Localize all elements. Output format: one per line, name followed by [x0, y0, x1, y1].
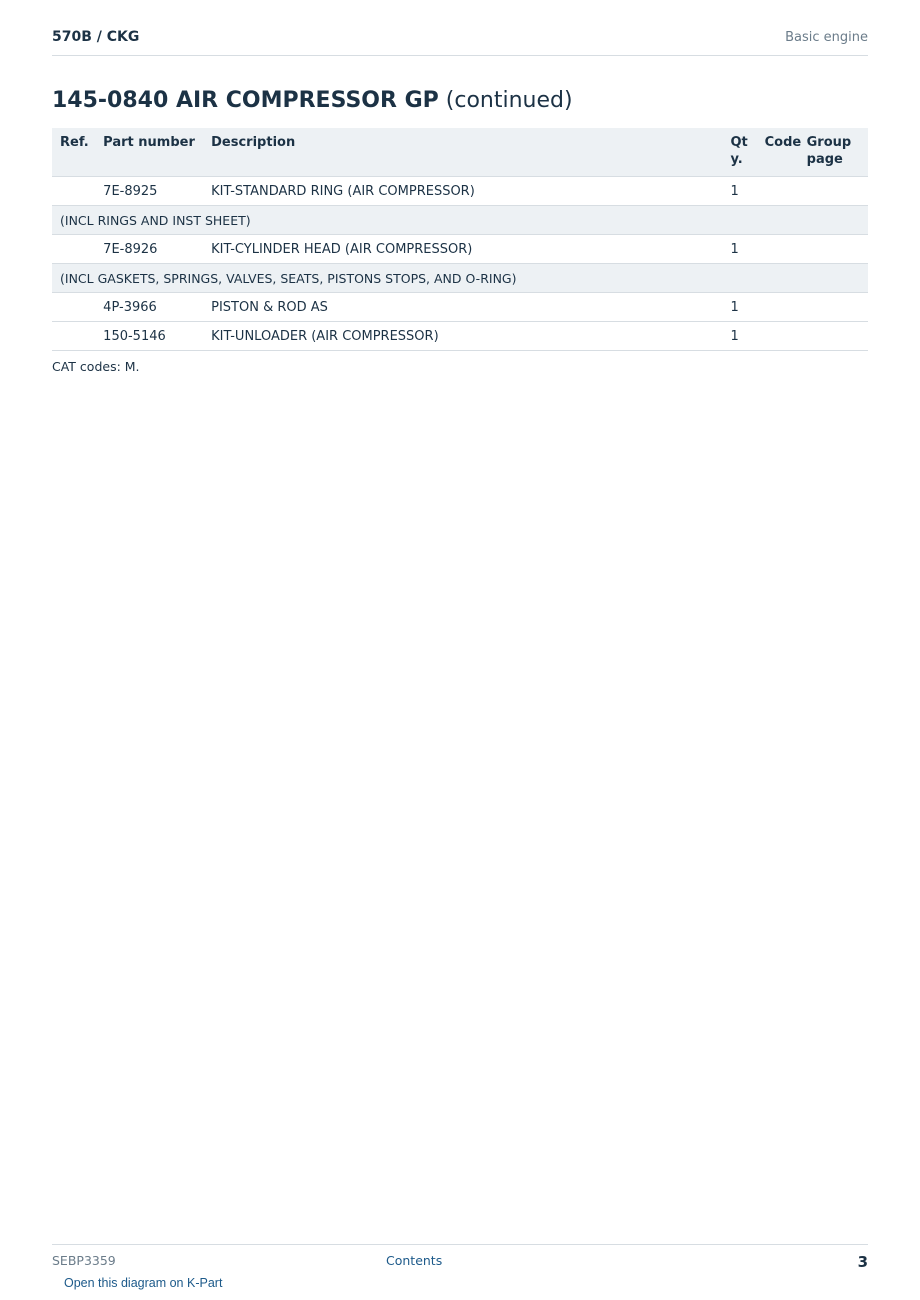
model-label: 570B / CKG	[52, 29, 140, 45]
description-cell: KIT-UNLOADER (AIR COMPRESSOR)	[203, 322, 722, 351]
qty-cell: 1	[723, 322, 757, 351]
qty-cell: 1	[723, 293, 757, 322]
qty-column-header: Qty.	[723, 128, 757, 177]
table-header-row	[52, 128, 868, 177]
parts-table-body	[52, 177, 868, 351]
table-row	[52, 293, 868, 322]
part-number-cell: 7E-8925	[95, 177, 203, 206]
group-page-cell	[799, 322, 868, 351]
group-page-cell	[799, 235, 868, 264]
table-row	[52, 235, 868, 264]
qty-cell: 1	[723, 235, 757, 264]
parts-table	[52, 128, 868, 351]
cat-codes: CAT codes: M.	[52, 359, 140, 374]
ref-cell	[52, 235, 95, 264]
qty-cell: 1	[723, 177, 757, 206]
code-cell	[757, 293, 799, 322]
page-header	[52, 28, 868, 56]
contents-link[interactable]: Contents	[386, 1253, 443, 1268]
ref-cell	[52, 293, 95, 322]
ref-cell	[52, 322, 95, 351]
code-cell	[757, 322, 799, 351]
group-page-column-header: Group page	[799, 128, 868, 177]
table-row	[52, 322, 868, 351]
code-cell	[757, 177, 799, 206]
group-page-cell	[799, 177, 868, 206]
description-cell: KIT-CYLINDER HEAD (AIR COMPRESSOR)	[203, 235, 722, 264]
continued-label: (continued)	[445, 88, 573, 113]
part-number-column-header: Part number	[95, 128, 203, 177]
part-number-cell: 4P-3966	[95, 293, 203, 322]
note-row	[52, 206, 868, 235]
document-number: SEBP3359	[52, 1253, 116, 1268]
page-title	[52, 88, 573, 113]
section-label: Basic engine	[785, 30, 868, 45]
note-text: (INCL GASKETS, SPRINGS, VALVES, SEATS, PISTONS STOPS, AND O-RING)	[52, 264, 868, 293]
table-row	[52, 177, 868, 206]
description-cell: KIT-STANDARD RING (AIR COMPRESSOR)	[203, 177, 722, 206]
ref-column-header: Ref.	[52, 128, 95, 177]
assembly-title: 145-0840 AIR COMPRESSOR GP	[52, 88, 439, 113]
note-row	[52, 264, 868, 293]
ref-cell	[52, 177, 95, 206]
description-cell: PISTON & ROD AS	[203, 293, 722, 322]
code-cell	[757, 235, 799, 264]
page-footer	[52, 1244, 868, 1275]
description-column-header: Description	[203, 128, 722, 177]
code-column-header: Code	[757, 128, 799, 177]
page-number: 3	[857, 1253, 868, 1271]
kpart-diagram-link[interactable]: Open this diagram on K-Part	[64, 1276, 223, 1290]
part-number-cell: 150-5146	[95, 322, 203, 351]
group-page-cell	[799, 293, 868, 322]
part-number-cell: 7E-8926	[95, 235, 203, 264]
note-text: (INCL RINGS AND INST SHEET)	[52, 206, 868, 235]
